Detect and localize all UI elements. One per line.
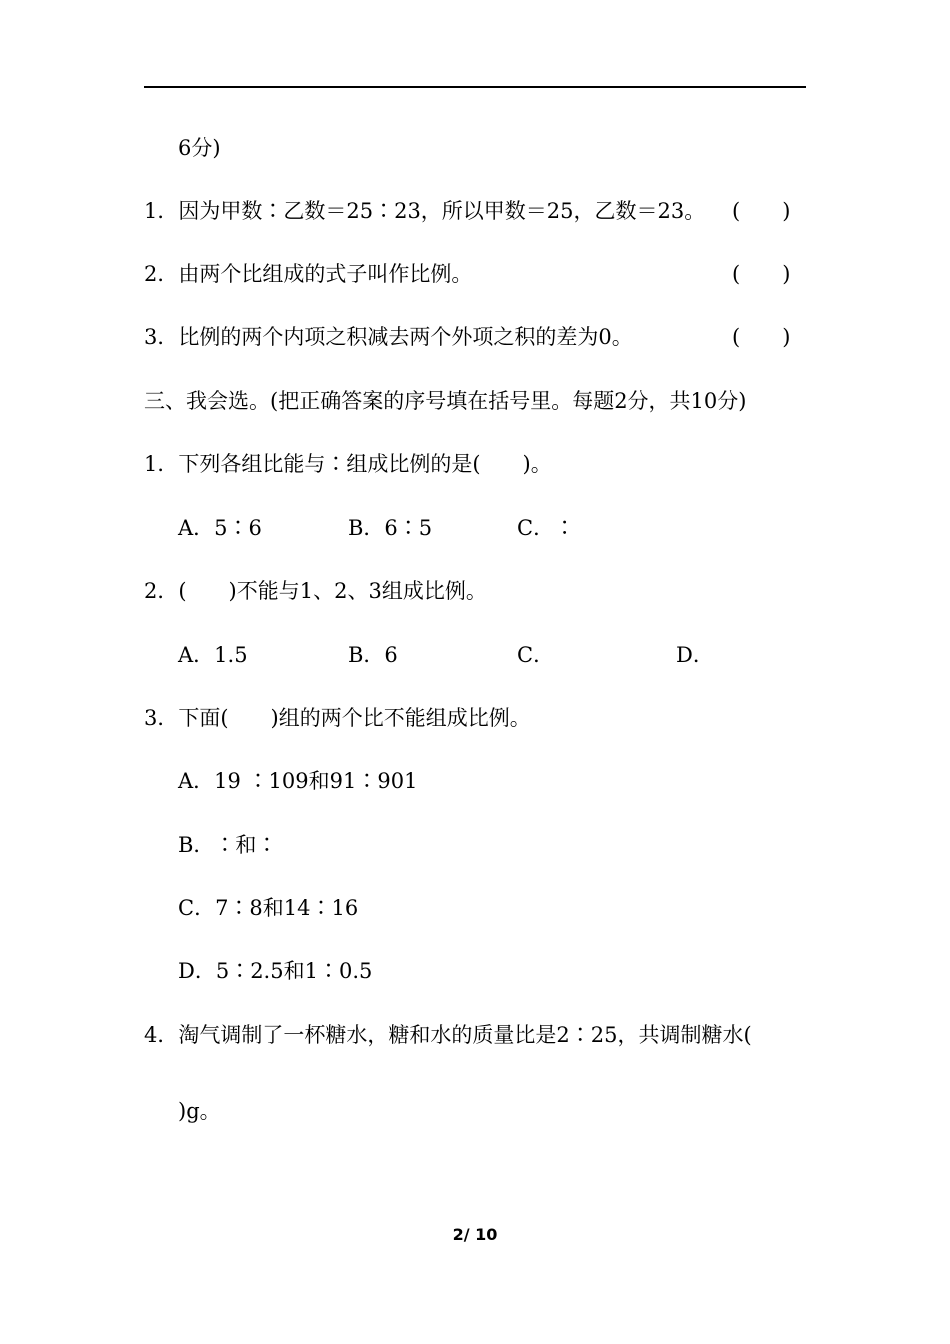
answer-paren-3[interactable]: ( ) xyxy=(732,325,791,349)
question-3-option-a[interactable]: A．19 ∶109和91∶901 xyxy=(178,769,418,793)
question-1-stem: 1．下列各组比能与∶组成比例的是( )。 xyxy=(144,452,552,476)
true-false-item-3: 3．比例的两个内项之积减去两个外项之积的差为0。 xyxy=(144,325,633,349)
question-3-option-b[interactable]: B．∶和∶ xyxy=(178,833,278,857)
page-number: 2/ 10 xyxy=(452,1225,498,1244)
question-3-option-d[interactable]: D．5∶2.5和1∶0.5 xyxy=(178,959,373,983)
question-3-option-c[interactable]: C．7∶8和14∶16 xyxy=(178,896,359,920)
header-continuation: 6分) xyxy=(178,136,221,160)
answer-paren-1[interactable]: ( ) xyxy=(732,199,791,223)
question-2-option-d[interactable]: D． xyxy=(676,643,714,667)
question-3-stem: 3．下面( )组的两个比不能组成比例。 xyxy=(144,706,531,730)
question-2-option-a[interactable]: A．1.5 xyxy=(178,643,248,667)
question-1-option-c[interactable]: C．∶ xyxy=(517,516,576,540)
question-1-option-b[interactable]: B．6∶5 xyxy=(348,516,433,540)
section3-title: 三、我会选。(把正确答案的序号填在括号里。每题2分，共10分) xyxy=(144,389,747,413)
question-4-continuation: )g。 xyxy=(178,1099,221,1123)
top-rule xyxy=(144,86,806,88)
question-2-stem: 2．( )不能与1、2、3组成比例。 xyxy=(144,579,487,603)
answer-paren-2[interactable]: ( ) xyxy=(732,262,791,286)
true-false-item-1: 1．因为甲数∶乙数＝25∶23，所以甲数＝25，乙数＝23。 xyxy=(144,199,706,223)
true-false-item-2: 2．由两个比组成的式子叫作比例。 xyxy=(144,262,473,286)
question-1-option-a[interactable]: A．5∶6 xyxy=(178,516,262,540)
question-2-option-b[interactable]: B．6 xyxy=(348,643,398,667)
question-4-stem: 4．淘气调制了一杯糖水，糖和水的质量比是2∶25，共调制糖水( xyxy=(144,1023,752,1047)
question-2-option-c[interactable]: C． xyxy=(517,643,555,667)
